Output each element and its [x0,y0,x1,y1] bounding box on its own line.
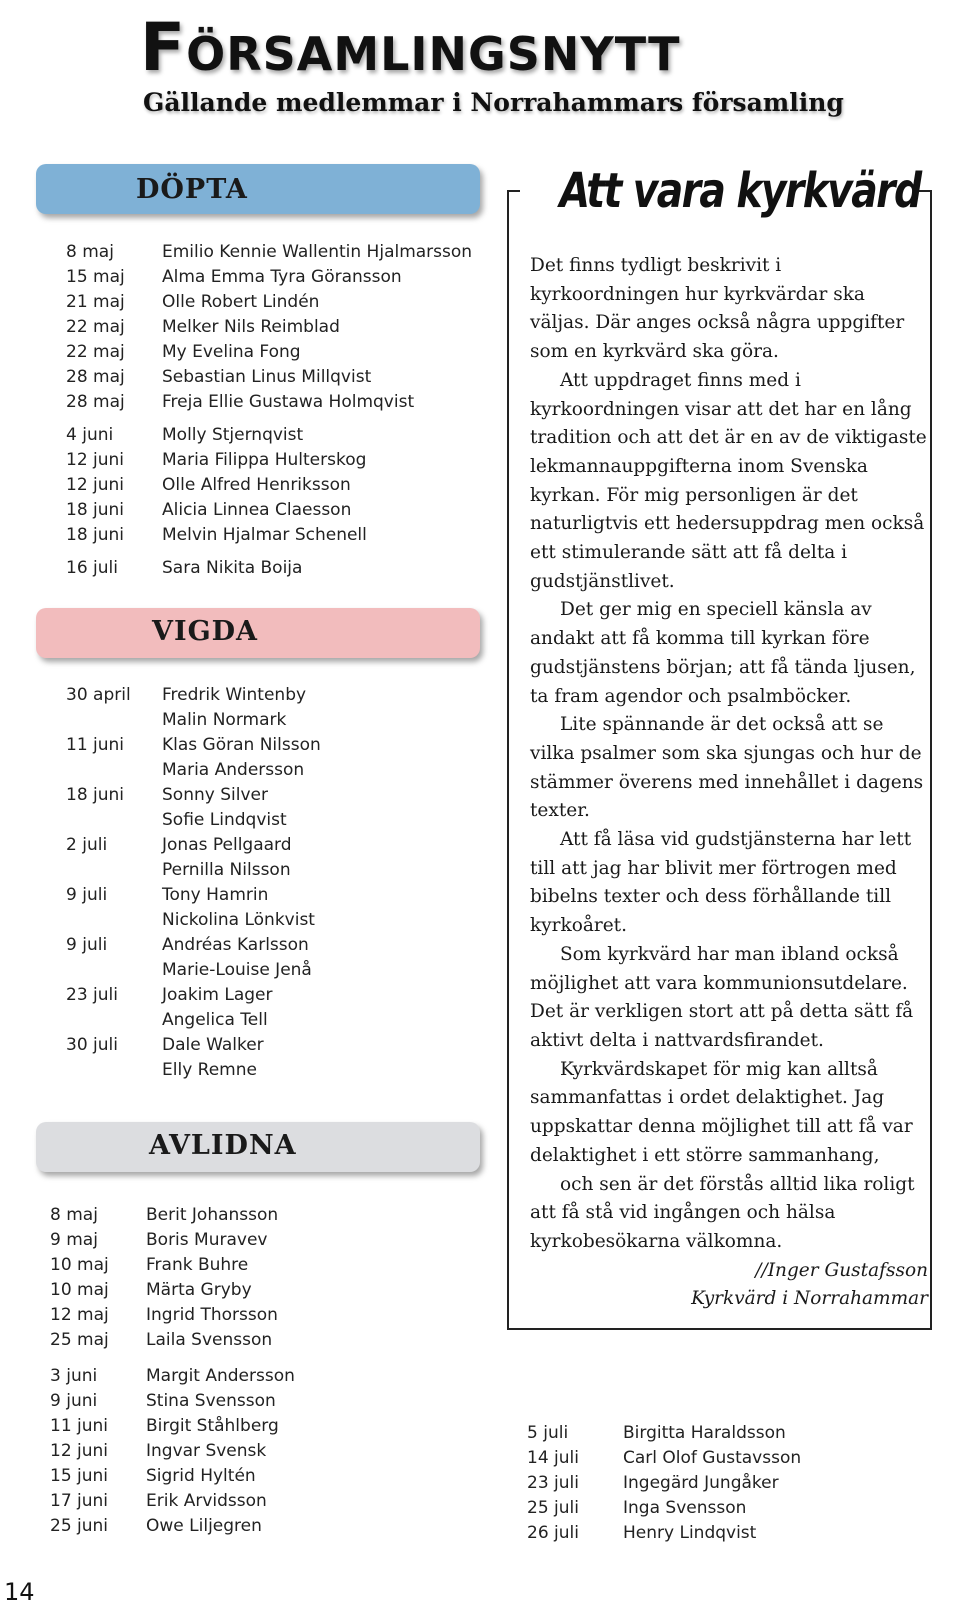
entry-date: 2 juli [66,835,108,855]
entry-name: Melker Nils Reimblad [162,317,340,337]
entry-name: Dale Walker [162,1035,264,1055]
list-item [50,1439,470,1464]
entry-name: Stina Svensson [146,1391,276,1411]
list-item [66,365,486,390]
entry-name: Henry Lindqvist [623,1523,757,1543]
list-item [66,683,486,733]
entry-date: 10 maj [50,1255,109,1275]
entry-name: Ingrid Thorsson [146,1305,278,1325]
entry-name: Pernilla Nilsson [162,860,291,880]
list-item [50,1303,470,1328]
entry-name: Sigrid Hyltén [146,1466,256,1486]
entry-date: 3 juni [50,1366,98,1386]
entry-date: 12 maj [50,1305,109,1325]
entry-date: 25 juni [50,1516,109,1536]
list-item [66,423,486,448]
entry-date: 9 juni [50,1391,98,1411]
entry-name: Emilio Kennie Wallentin Hjalmarsson [162,242,473,262]
list-item [66,983,486,1033]
entry-name: Molly Stjernqvist [162,425,304,445]
dopta-list [66,240,486,581]
entry-date: 18 juni [66,500,125,520]
entry-name: Marie-Louise Jenå [162,960,312,980]
entry-name: Maria Filippa Hulterskog [162,450,367,470]
entry-date: 12 juni [50,1441,109,1461]
entry-date: 8 maj [50,1205,98,1225]
entry-date: 30 april [66,685,131,705]
entry-date: 10 maj [50,1280,109,1300]
entry-name: Birgitta Haraldsson [623,1423,786,1443]
entry-name: Frank Buhre [146,1255,249,1275]
article-paragraph: Lite spännande är det också att se vilka psalmer som ska sjungas och hur de stämmer överens med innehållet i dagens texter. [530,714,924,822]
list-item [50,1364,470,1389]
list-item [66,340,486,365]
list-item [66,883,486,933]
dopta-heading: DÖPTA [136,174,248,205]
entry-date: 23 juli [527,1473,579,1493]
entry-name: Sebastian Linus Millqvist [162,367,372,387]
list-item [527,1446,947,1471]
entry-name: Erik Arvidsson [146,1491,267,1511]
entry-name: Elly Remne [162,1060,257,1080]
list-item [50,1389,470,1414]
entry-date: 25 maj [50,1330,109,1350]
entry-name: Angelica Tell [162,1010,268,1030]
entry-name: Carl Olof Gustavsson [623,1448,802,1468]
entry-date: 9 maj [50,1230,98,1250]
entry-name: Birgit Ståhlberg [146,1416,279,1436]
page-number: 14 [4,1578,35,1606]
page-title: Församlingsnytt [140,9,681,86]
entry-name: Melvin Hjalmar Schenell [162,525,367,545]
article-title-wrap [520,156,921,230]
vigda-banner [36,608,480,658]
article-paragraph: Kyrkvärdskapet för mig kan alltså sammanfattas i ordet delaktighet. Jag uppskattar denna möjlighet till att få var delaktighet i ett större sammanhang, [530,1058,913,1166]
entry-name: Sara Nikita Boija [162,558,303,578]
article-paragraph: Det finns tydligt beskrivit i kyrkoordningen hur kyrkvärdar ska väljas. Där anges också några uppgifter som en kyrkvärd ska göra. [530,255,905,363]
entry-date: 12 juni [66,450,125,470]
list-item [66,733,486,783]
list-item [50,1414,470,1439]
list-item [66,240,486,265]
page-subtitle: Gällande medlemmar i Norrahammars församling [143,88,844,117]
vigda-list [66,683,486,1083]
entry-date: 28 maj [66,367,125,387]
list-item [66,498,486,523]
entry-date: 18 juni [66,525,125,545]
entry-date: 17 juni [50,1491,109,1511]
entry-date: 15 juni [50,1466,109,1486]
list-item [50,1228,470,1253]
entry-name: Alma Emma Tyra Göransson [162,267,402,287]
article-paragraph: Att uppdraget finns med i kyrkoordningen visar att det har en lång tradition och att det är en av de viktigaste lekmannauppgifterna inom Svenska kyrkan. För mig personligen är det naturligtvis ett hedersuppdrag men också ett stimulerande sätt att få delta i gudstjänstlivet. [530,369,927,592]
article-paragraph: Att få läsa vid gudstjänsterna har lett till att jag har blivit mer förtrogen med bibelns texter och dess förhållande till kyrkoåret. [530,829,912,937]
entry-name: Sofie Lindqvist [162,810,287,830]
entry-date: 22 maj [66,317,125,337]
entry-date: 4 juni [66,425,114,445]
entry-name: My Evelina Fong [162,342,301,362]
entry-name: Maria Andersson [162,760,305,780]
entry-date: 18 juni [66,785,125,805]
entry-name: Ingvar Svensk [146,1441,267,1461]
list-item [527,1521,947,1546]
entry-name: Andréas Karlsson [162,935,309,955]
entry-date: 11 juni [50,1416,109,1436]
list-item [50,1278,470,1303]
entry-date: 28 maj [66,392,125,412]
avlidna-list-juni [50,1364,470,1539]
article-body [530,252,930,1314]
entry-name: Alicia Linnea Claesson [162,500,352,520]
list-item [66,265,486,290]
entry-date: 15 maj [66,267,125,287]
entry-date: 8 maj [66,242,114,262]
entry-date: 14 juli [527,1448,579,1468]
list-item [66,290,486,315]
entry-date: 25 juli [527,1498,579,1518]
list-item [50,1489,470,1514]
list-item [66,833,486,883]
entry-date: 22 maj [66,342,125,362]
list-item [50,1253,470,1278]
signature-role: Kyrkvärd i Norrahammar [691,1288,928,1310]
entry-name: Inga Svensson [623,1498,747,1518]
list-item [66,556,486,581]
list-item [66,473,486,498]
list-item [50,1203,470,1228]
avlidna-list-maj [50,1203,470,1353]
list-item [66,1033,486,1083]
entry-date: 11 juni [66,735,125,755]
list-item [66,390,486,415]
entry-name: Klas Göran Nilsson [162,735,321,755]
article-title: Att vara kyrkvärd [559,163,921,219]
entry-name: Freja Ellie Gustawa Holmqvist [162,392,415,412]
list-item [50,1328,470,1353]
entry-name: Owe Liljegren [146,1516,262,1536]
article-paragraph: Som kyrkvärd har man ibland också möjlighet att vara kommunionsutdelare. Det är verkligen stort att på detta sätt få aktivt delta i nattvardsfirandet. [530,943,914,1051]
vigda-heading: VIGDA [152,616,258,647]
entry-name: Ingegärd Jungåker [623,1473,779,1493]
entry-name: Nickolina Lönkvist [162,910,315,930]
list-item [527,1496,947,1521]
entry-date: 5 juli [527,1423,569,1443]
entry-name: Joakim Lager [162,985,273,1005]
entry-name: Boris Muravev [146,1230,268,1250]
list-item [527,1471,947,1496]
entry-name: Olle Robert Lindén [162,292,320,312]
entry-date: 26 juli [527,1523,579,1543]
entry-name: Märta Gryby [146,1280,252,1300]
entry-date: 16 juli [66,558,118,578]
entry-name: Margit Andersson [146,1366,295,1386]
avlidna-heading: AVLIDNA [149,1130,297,1161]
list-item [66,783,486,833]
entry-date: 12 juni [66,475,125,495]
signature-name: //Inger Gustafsson [755,1259,928,1281]
list-item [50,1514,470,1539]
entry-name: Tony Hamrin [162,885,269,905]
entry-date: 9 juli [66,935,108,955]
list-item [66,933,486,983]
list-item [50,1464,470,1489]
entry-name: Olle Alfred Henriksson [162,475,351,495]
entry-name: Berit Johansson [146,1205,279,1225]
list-item [66,448,486,473]
article-paragraph: och sen är det förstås alltid lika roligt att få stå vid ingången och hälsa kyrkobesökarna välkomna. [530,1173,915,1252]
avlidna-list-juli [527,1421,947,1546]
dopta-banner [36,164,480,214]
article-paragraph: Det ger mig en speciell känsla av andakt att få komma till kyrkan före gudstjänstens början; att få tända ljusen, ta fram agendor och psalmböcker. [530,599,916,707]
list-item [527,1421,947,1446]
entry-date: 21 maj [66,292,125,312]
entry-name: Sonny Silver [162,785,268,805]
entry-name: Jonas Pellgaard [162,835,292,855]
entry-date: 9 juli [66,885,108,905]
entry-name: Fredrik Wintenby [162,685,307,705]
entry-name: Malin Normark [162,710,287,730]
list-item [66,315,486,340]
list-item [66,523,486,548]
avlidna-banner [36,1122,480,1172]
entry-date: 30 juli [66,1035,118,1055]
entry-name: Laila Svensson [146,1330,273,1350]
entry-date: 23 juli [66,985,118,1005]
